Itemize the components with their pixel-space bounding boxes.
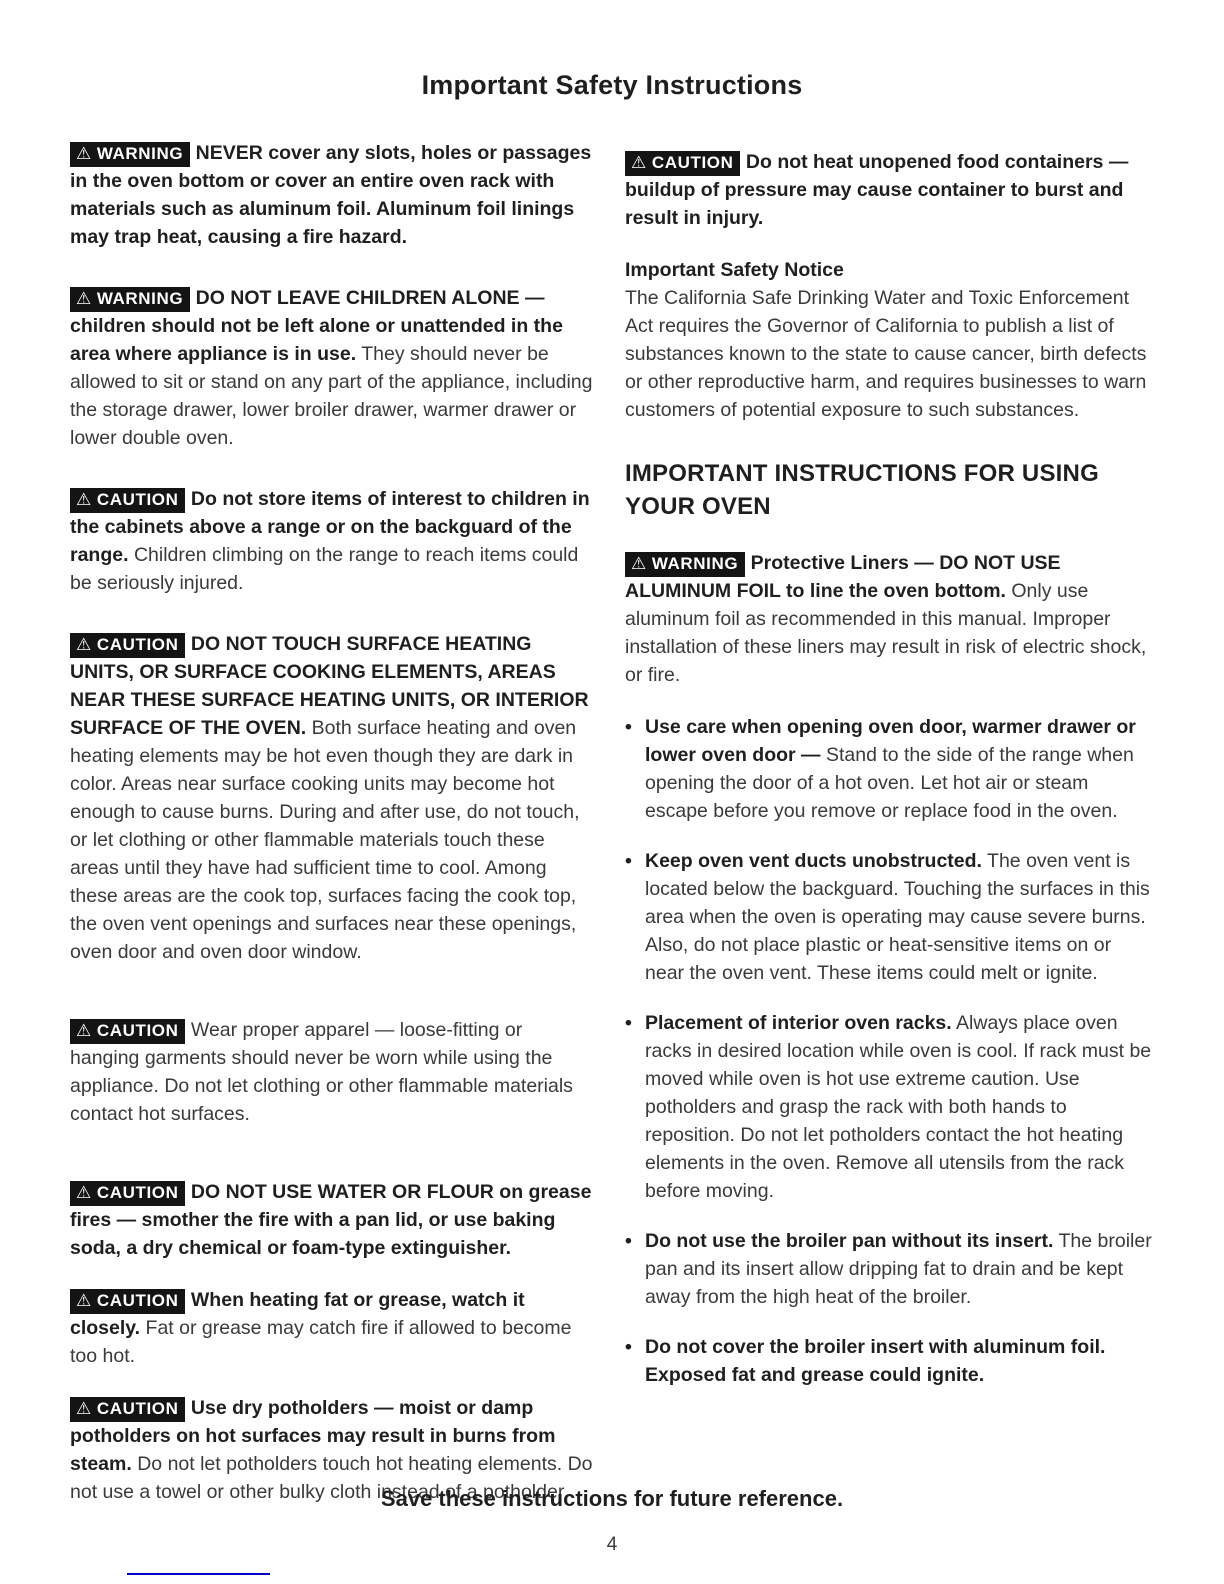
block-normal-text: They should never be allowed to sit or stand on any part of the appliance, including the storage drawer, lower broiler drawer, warmer drawer or lower double oven.: [70, 343, 593, 449]
caution-badge: [70, 488, 185, 513]
bullet-marker: •: [625, 1230, 632, 1252]
bullet-marker: •: [625, 1012, 632, 1034]
alert-triangle-icon: ⚠: [76, 1183, 92, 1202]
caution-badge: [70, 1289, 185, 1314]
badge-label: CAUTION: [96, 1183, 179, 1202]
warning-badge: [70, 142, 190, 167]
bullet-normal-text: Stand to the side of the range when opening the door of a hot oven. Let hot air or steam escape before you remove or replace food in the oven.: [645, 744, 1134, 822]
right-column: [625, 148, 1152, 1411]
badge-label: CAUTION: [96, 1399, 179, 1418]
safety-block: [70, 1016, 594, 1128]
alert-triangle-icon: ⚠: [76, 289, 92, 308]
block-normal-text: Fat or grease may catch fire if allowed to become too hot.: [70, 1317, 572, 1367]
safety-block: [625, 549, 1152, 689]
block-normal-text: Children climbing on the range to reach items could be seriously injured.: [70, 544, 579, 594]
bullet-normal-text: The broiler pan and its insert allow dripping fat to drain and be kept away from the high heat of the broiler.: [645, 1230, 1152, 1308]
bullet-bold-text: Do not use the broiler pan without its insert.: [645, 1230, 1054, 1252]
safety-block: [70, 1286, 594, 1370]
block-normal-text: Do not let potholders touch hot heating elements. Do not use a towel or other bulky cloth instead of a potholder.: [70, 1453, 593, 1503]
bullet-marker: •: [625, 850, 632, 872]
alert-triangle-icon: ⚠: [76, 490, 92, 509]
block-bold-text: Use dry potholders — moist or damp potholders on hot surfaces may result in burns from steam.: [70, 1397, 556, 1475]
block-bold-text: DO NOT TOUCH SURFACE HEATING UNITS, OR SURFACE COOKING ELEMENTS, AREAS NEAR THESE SURFACE HEATING UNITS, OR INTERIOR SURFACE OF THE OVEN.: [70, 633, 589, 739]
alert-triangle-icon: ⚠: [76, 635, 92, 654]
caution-badge: [70, 1397, 185, 1422]
notice-body: The California Safe Drinking Water and Toxic Enforcement Act requires the Governor of California to publish a list of substances known to the state to cause cancer, birth defects or other reproductive harm, and requires businesses to warn customers of potential exposure to such substances.: [625, 287, 1147, 421]
badge-label: CAUTION: [96, 635, 179, 654]
block-bold-text: Protective Liners — DO NOT USE ALUMINUM FOIL to line the oven bottom.: [625, 552, 1061, 602]
page-number: 4: [606, 1534, 618, 1555]
badge-label: CAUTION: [96, 1021, 179, 1040]
list-item: [625, 1009, 1152, 1205]
alert-triangle-icon: ⚠: [631, 153, 647, 172]
safety-block: [70, 630, 594, 966]
caution-badge: [70, 633, 185, 658]
hyperlink-underline: [127, 1573, 270, 1575]
bullet-marker: •: [625, 716, 632, 738]
block-normal-text: Only use aluminum foil as recommended in this manual. Improper installation of these liners may result in risk of electric shock, or fire.: [625, 580, 1147, 686]
block-bold-text: Do not heat unopened food containers — buildup of pressure may cause container to burst and result in injury.: [625, 151, 1129, 229]
block-normal-text: Both surface heating and oven heating elements may be hot even though they are dark in color. Areas near surface cooking units may become hot enough to cause burns. During and after use, do not touch, or let clothing or other flammable materials touch these areas until they have had sufficient time to cool. Among these areas are the cook top, surfaces facing the cook top, the oven vent openings and surfaces near these openings, oven door and oven door window.: [70, 717, 580, 963]
block-bold-text: DO NOT LEAVE CHILDREN ALONE — children should not be left alone or unattended in the area where appliance is in use.: [70, 287, 563, 365]
warning-badge: [70, 287, 190, 312]
block-bold-text: Do not store items of interest to children in the cabinets above a range or on the backguard of the range.: [70, 488, 590, 566]
bullet-normal-text: The oven vent is located below the backguard. Touching the surfaces in this area when the oven is operating may cause severe burns. Also, do not place plastic or heat-sensitive items on or near the oven vent. These items could melt or ignite.: [645, 850, 1150, 984]
bullet-normal-text: Always place oven racks in desired location while oven is cool. If rack must be moved while oven is hot use extreme caution. Use potholders and grasp the rack with both hands to reposition. Do not let potholders contact the hot heating elements in the oven. Remove all utensils from the rack before moving.: [645, 1012, 1152, 1202]
safety-block: [70, 485, 594, 597]
caution-badge: [70, 1181, 185, 1206]
warning-badge: [625, 552, 745, 577]
block-normal-text: Wear proper apparel — loose-fitting or hanging garments should never be worn while using the appliance. Do not let clothing or other flammable materials contact hot surfaces.: [70, 1019, 573, 1125]
page-title: Important Safety Instructions: [421, 70, 803, 100]
list-item: [625, 847, 1152, 987]
caution-badge: [625, 151, 740, 176]
safety-block: [70, 1178, 594, 1262]
safety-block: [70, 284, 594, 452]
list-item: [625, 713, 1152, 825]
bullet-bold-text: Use care when opening oven door, warmer drawer or lower oven door —: [645, 716, 1136, 766]
badge-label: CAUTION: [96, 1291, 179, 1310]
badge-label: WARNING: [96, 289, 184, 308]
caution-badge: [70, 1019, 185, 1044]
list-item: [625, 1227, 1152, 1311]
left-column: [70, 139, 594, 1539]
alert-triangle-icon: ⚠: [76, 144, 92, 163]
oven-instructions-list: [625, 713, 1152, 1389]
alert-triangle-icon: ⚠: [76, 1291, 92, 1310]
bullet-marker: •: [625, 1336, 632, 1358]
notice-heading: Important Safety Notice: [625, 259, 844, 281]
save-instructions-line: Save these instructions for future reference.: [380, 1486, 844, 1511]
bullet-bold-text: Do not cover the broiler insert with aluminum foil. Exposed fat and grease could ignite.: [645, 1336, 1106, 1386]
list-item: [625, 1333, 1152, 1389]
block-bold-text: DO NOT USE WATER OR FLOUR on grease fires — smother the fire with a pan lid, or use baking soda, a dry chemical or foam-type extinguisher.: [70, 1181, 592, 1259]
alert-triangle-icon: ⚠: [631, 554, 647, 573]
safety-block: [70, 139, 594, 251]
badge-label: WARNING: [96, 144, 184, 163]
safety-block: [625, 148, 1152, 232]
block-bold-text: When heating fat or grease, watch it closely.: [70, 1289, 525, 1339]
bullet-bold-text: Keep oven vent ducts unobstructed.: [645, 850, 982, 872]
bullet-bold-text: Placement of interior oven racks.: [645, 1012, 952, 1034]
badge-label: CAUTION: [96, 490, 179, 509]
block-bold-text: NEVER cover any slots, holes or passages in the oven bottom or cover an entire oven rack with materials such as aluminum foil. Aluminum foil linings may trap heat, causing a fire hazard.: [70, 142, 592, 248]
alert-triangle-icon: ⚠: [76, 1021, 92, 1040]
badge-label: WARNING: [651, 554, 739, 573]
badge-label: CAUTION: [651, 153, 734, 172]
alert-triangle-icon: ⚠: [76, 1399, 92, 1418]
section-heading: IMPORTANT INSTRUCTIONS FOR USING YOUR OVEN: [625, 460, 1099, 520]
